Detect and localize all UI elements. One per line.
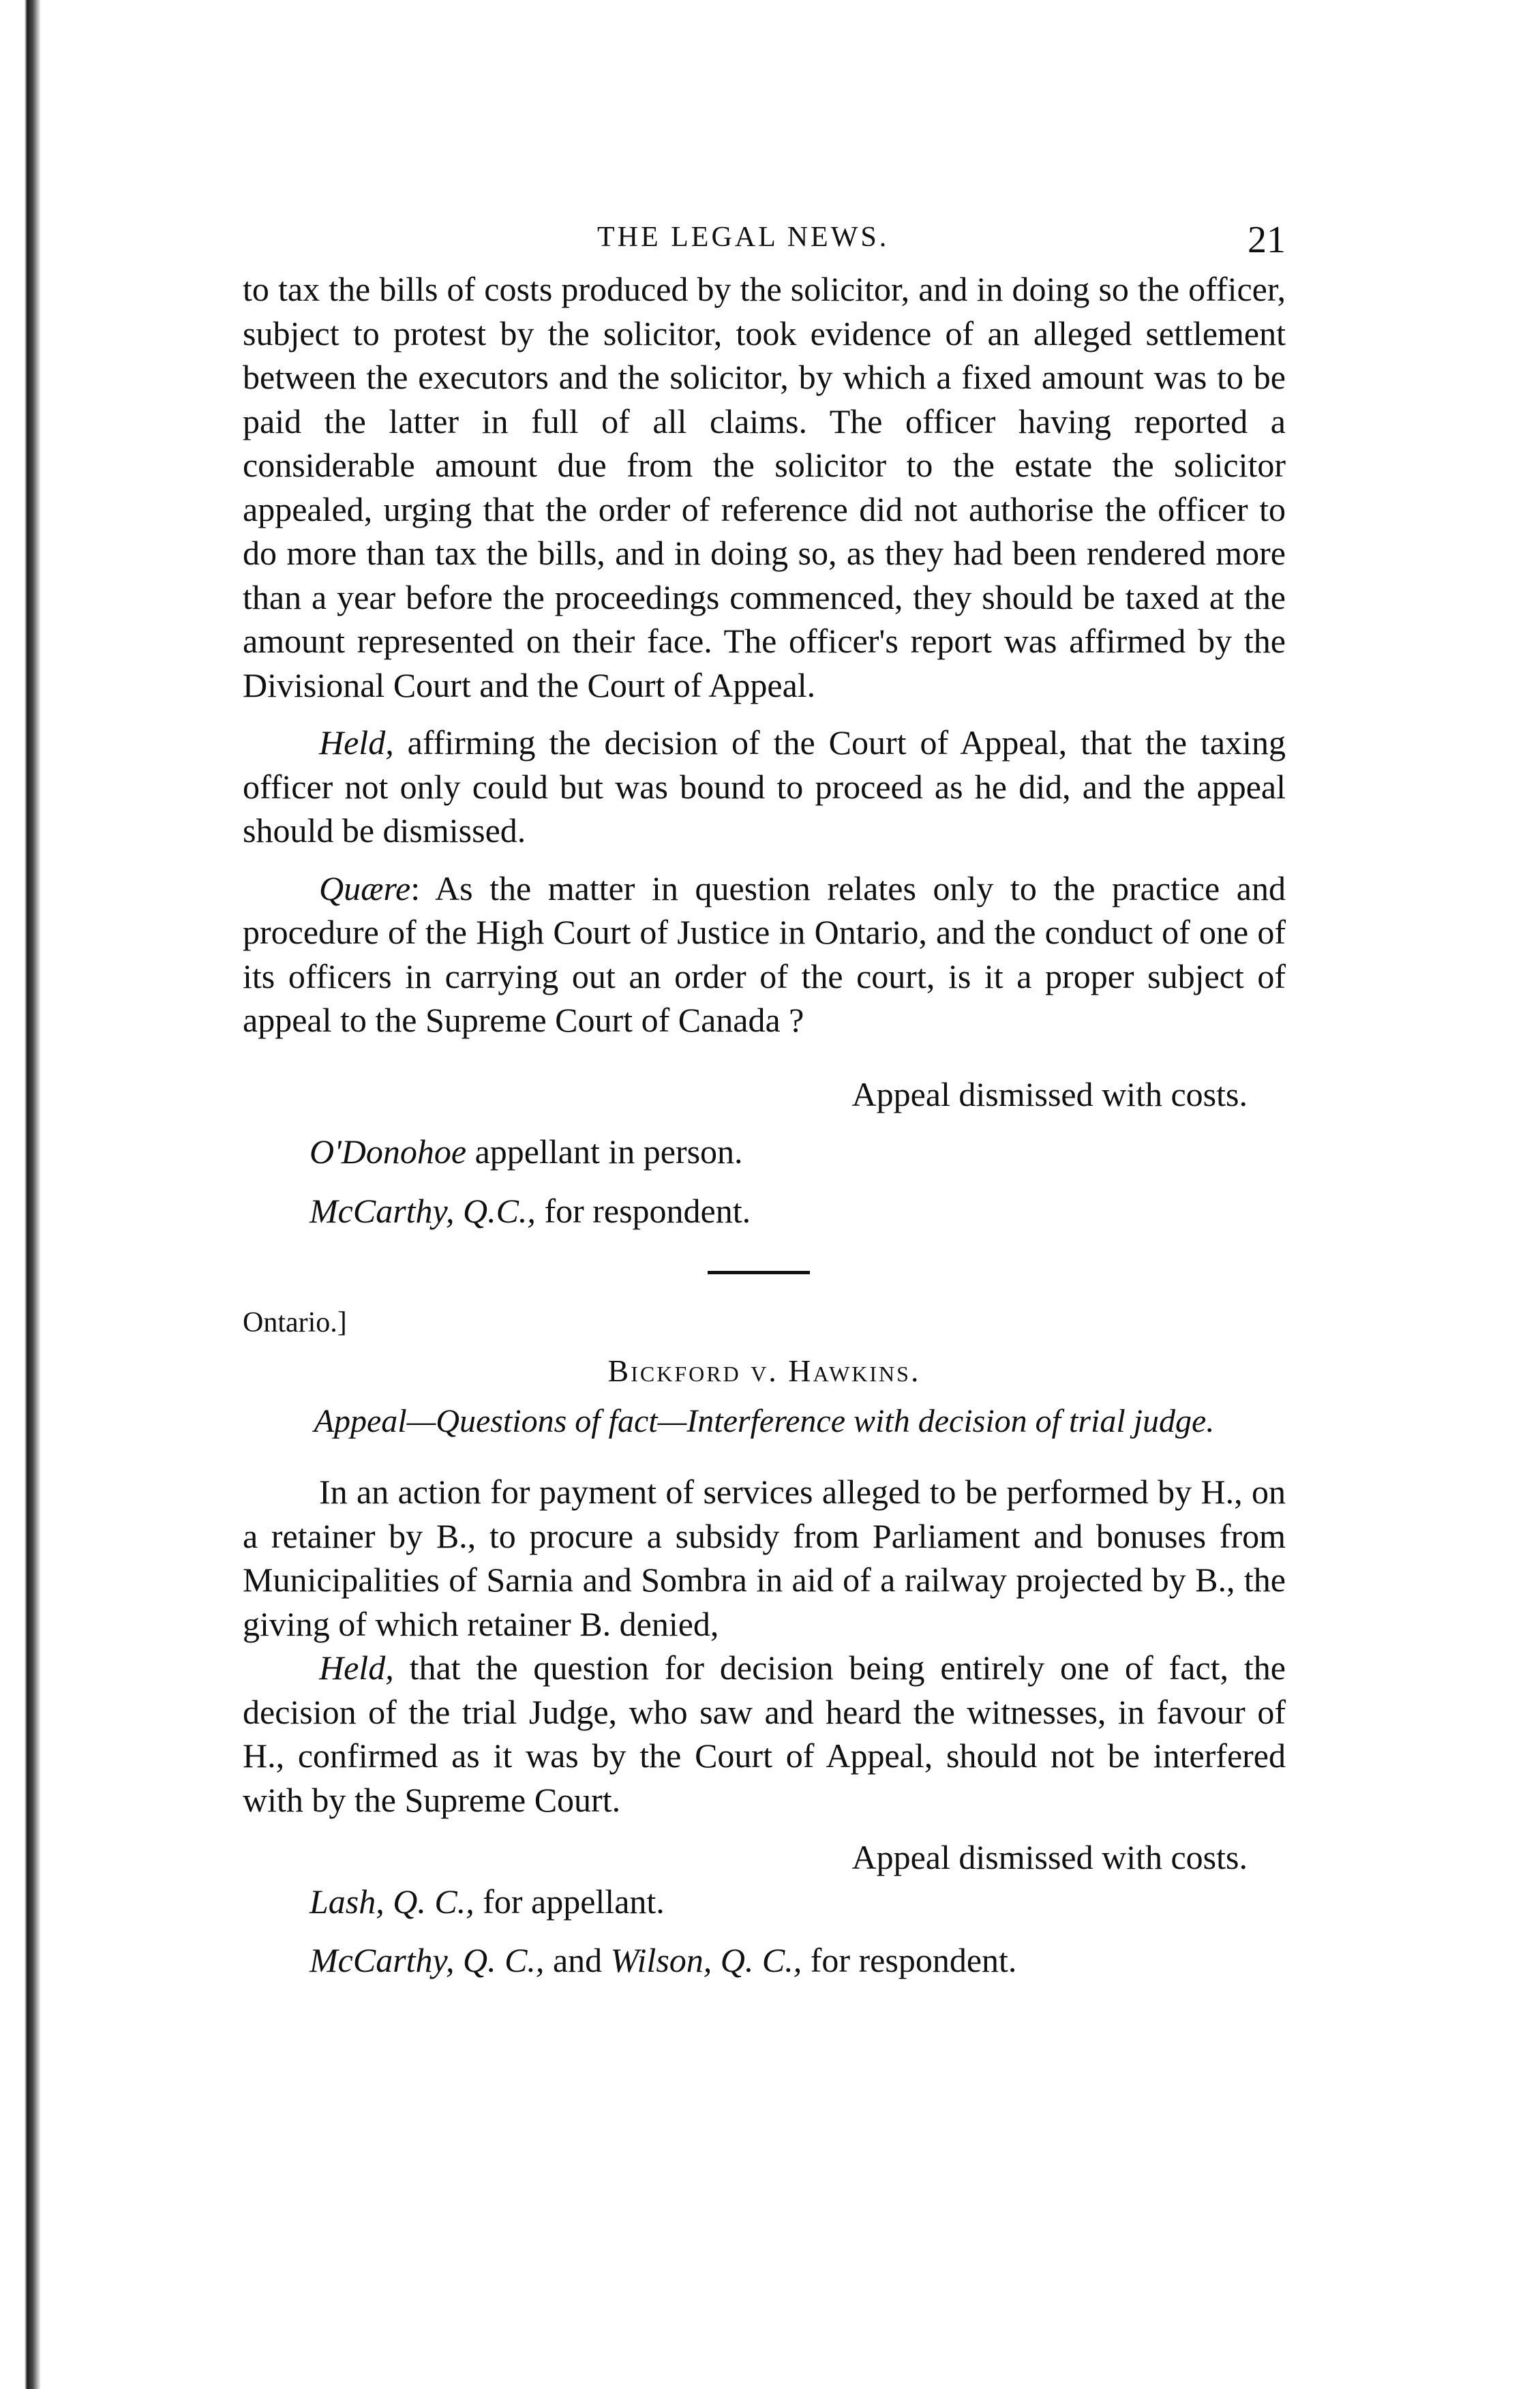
case-title: Bickford v. Hawkins. [607, 1353, 921, 1388]
running-title: THE LEGAL NEWS. [597, 222, 890, 253]
running-head [243, 218, 1286, 267]
quaere-text: : As the matter in question relates only to the practice and procedure of the High Court of Justice in Ontario, and the conduct of one of its officers in carrying out an order of the court, is it a proper subject of appeal to the Supreme Court of Canada ? [243, 869, 1286, 1039]
quaere-label: Quære [319, 869, 411, 907]
counsel-role: appellant in person. [466, 1132, 743, 1171]
counsel-name: McCarthy, Q. C., [309, 1941, 545, 1979]
counsel-appellant-1 [243, 1130, 1286, 1174]
counsel-role: for appellant. [474, 1882, 665, 1921]
counsel-respondent-1 [243, 1189, 1286, 1233]
held-label: Held, [319, 723, 394, 762]
counsel-role: for respondent. [535, 1191, 751, 1230]
held-label: Held, [319, 1649, 394, 1687]
disposition-1: Appeal dismissed with costs. [851, 1075, 1248, 1113]
counsel-respondent-2 [243, 1938, 1286, 1983]
disposition-2: Appeal dismissed with costs. [851, 1838, 1248, 1876]
counsel-name: Wilson, Q. C., [610, 1941, 802, 1979]
page [243, 218, 1286, 1998]
held-paragraph-2 [243, 1646, 1286, 1822]
divider-rule [708, 1271, 810, 1274]
counsel-join: and [544, 1941, 611, 1979]
held-paragraph [243, 721, 1286, 853]
facts-paragraph: In an action for payment of services alleged to be performed by H., on a retainer by B., to procure a subsidy from Parliament and bonuses from Municipalities of Sarnia and Sombra in aid of a railway projected by B., the giving of which retainer B. denied, [243, 1473, 1286, 1643]
quaere-paragraph [243, 867, 1286, 1042]
held-text: affirming the decision of the Court of Appeal, that the taxing officer not only could but was bound to proceed as he did, and the appeal should be dismissed. [243, 723, 1286, 850]
court-tag: Ontario.] [243, 1307, 347, 1338]
counsel-name: O'Donohoe [309, 1132, 467, 1171]
page-number: 21 [1248, 219, 1286, 261]
section-divider [243, 1248, 1286, 1306]
counsel-name: McCarthy, Q.C., [309, 1191, 536, 1230]
counsel-role: for respondent. [802, 1941, 1017, 1979]
headnote: Appeal—Questions of fact—Interference with decision of trial judge. [314, 1403, 1215, 1439]
counsel-name: Lash, Q. C., [309, 1882, 474, 1921]
continuation-paragraph: to tax the bills of costs produced by the solicitor, and in doing so the officer, subject to protest by the solicitor, took evidence of an alleged settlement between the executors and the solicitor, by which a fixed amount was to be paid the latter in full of all claims. The officer having reported a considerable amount due from the solicitor to the estate the solicitor appealed, urging that the order of reference did not authorise the officer to do more than tax the bills, and in doing so, as they had been rendered more than a year before the proceedings commenced, they should be taxed at the amount represented on their face. The officer's report was affirmed by the Divisional Court and the Court of Appeal. [243, 270, 1286, 704]
held-text: that the question for decision being entirely one of fact, the decision of the trial Judge, who saw and heard the witnesses, in favour of H., confirmed as it was by the Court of Appeal, should not be interfered with by the Supreme Court. [243, 1649, 1286, 1819]
counsel-appellant-2 [243, 1880, 1286, 1924]
binding-edge [0, 0, 48, 2389]
